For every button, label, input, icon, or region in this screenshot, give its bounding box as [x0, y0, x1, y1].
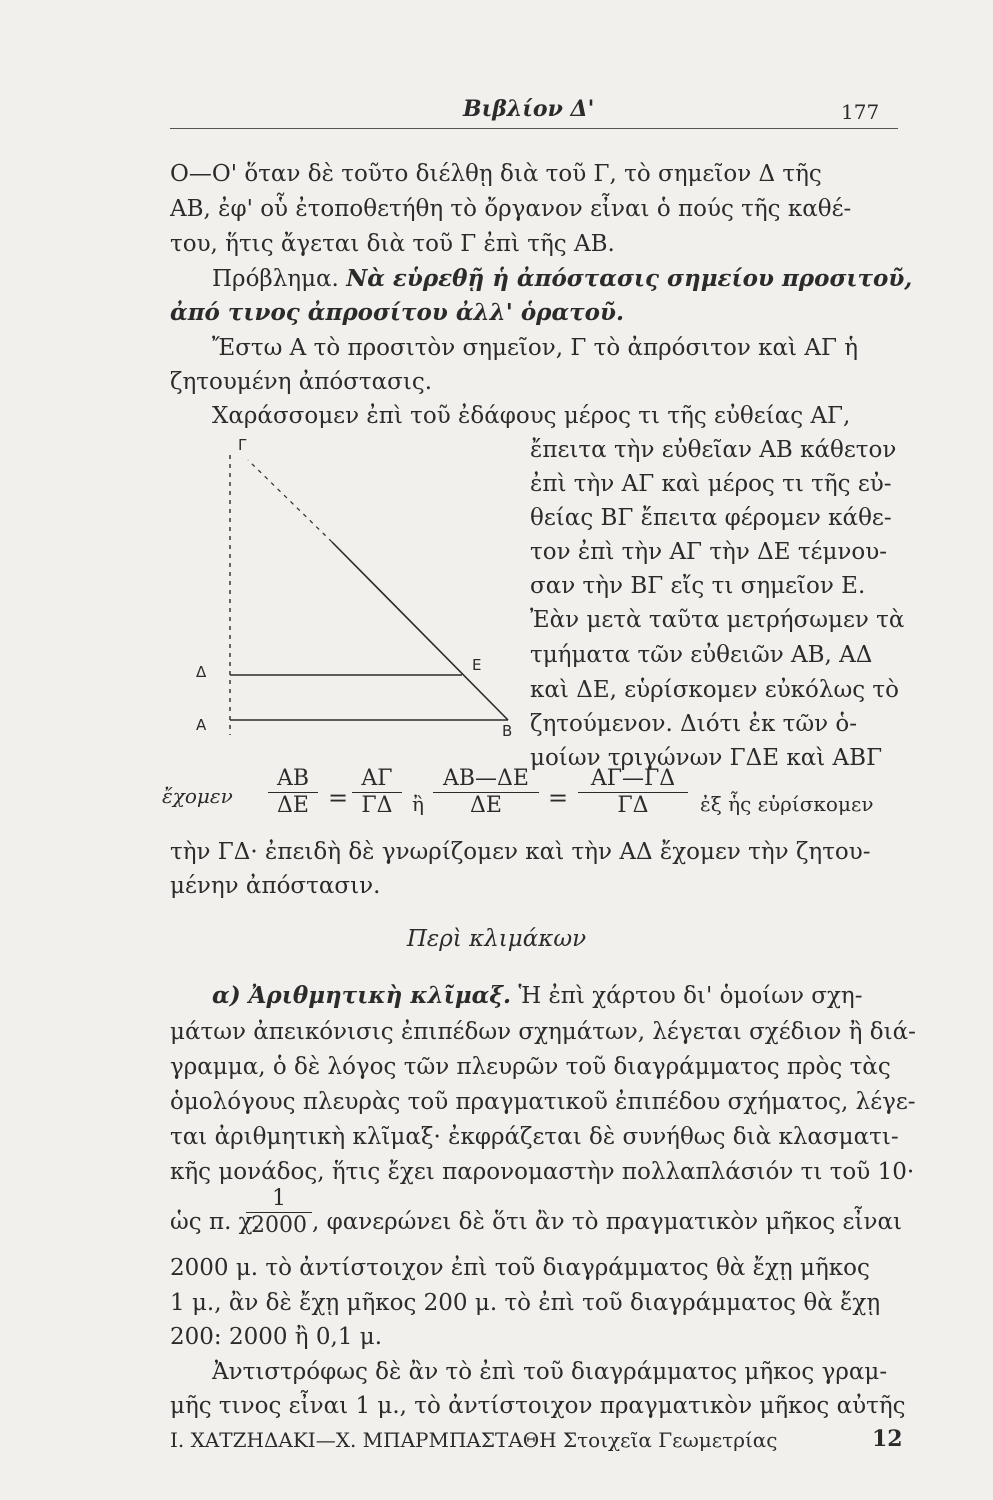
text-line: 200: 2000 ἢ 0,1 μ.: [170, 1324, 383, 1350]
text-line: 2000 μ. τὸ ἀντίστοιχον ἐπὶ τοῦ διαγράμματος θὰ ἔχῃ μῆκος: [170, 1255, 870, 1281]
right-column-line: σαν τὴν ΒΓ εἴς τι σημεῖον Ε.: [530, 573, 866, 599]
scale-fraction: $\frac{1}{2000}$: [246, 1186, 312, 1239]
label-b: Β: [502, 722, 513, 740]
fraction-ab-de: $\frac{AB}{\Delta E}$: [268, 766, 318, 819]
text-line: του, ἥτις ἄγεται διὰ τοῦ Γ ἐπὶ τῆς ΑΒ.: [170, 231, 615, 257]
line-bg-dashed: [248, 460, 332, 542]
signature-number: 12: [872, 1426, 903, 1452]
right-column-line: Ἐὰν μετὰ ταῦτα μετρήσωμεν τὰ: [530, 607, 905, 633]
scale-heading: α) Ἀριθμητικὴ κλῖμαξ. Ἡ ἐπὶ χάρτου δι' ὁμοίων σχη-: [212, 982, 863, 1009]
problem-title-cont: ἀπό τινος ἀπροσίτου ἀλλ' ὁρατοῦ.: [170, 299, 624, 326]
label-d: Δ: [196, 663, 207, 681]
right-column-line: ἔπειτα τὴν εὐθεῖαν ΑΒ κάθετον: [530, 437, 897, 463]
text-line: μῆς τινος εἶναι 1 μ., τὸ ἀντίστοιχον πραγματικὸν μῆκος αὐτῆς: [170, 1393, 906, 1419]
text-line: μένην ἀπόστασιν.: [170, 873, 381, 899]
equals-sign: =: [328, 784, 349, 812]
fraction-ag-gd: $\frac{A\Gamma}{\Gamma\Delta}$: [352, 766, 402, 819]
text-line: Ἔστω Α τὸ προσιτὸν σημεῖον, Γ τὸ ἀπρόσιτον καὶ ΑΓ ἡ: [212, 335, 859, 361]
right-column-line: θείας ΒΓ ἔπειτα φέρομεν κάθε-: [530, 505, 892, 531]
right-column-line: ζητούμενον. Διότι ἐκ τῶν ὁ-: [530, 711, 858, 737]
right-column-line: μοίων τριγώνων ΓΔΕ καὶ ΑΒΓ: [530, 745, 883, 771]
text-line: ὁμολόγους πλευρὰς τοῦ πραγματικοῦ ἐπιπέδου σχήματος, λέγε-: [170, 1089, 916, 1115]
footer-text: Ι. ΧΑΤΖΗΔΑΚΙ—Χ. ΜΠΑΡΜΠΑΣΤΑΘΗ Στοιχεῖα Γεωμετρίας: [170, 1428, 778, 1452]
problem-label: Πρόβλημα.: [212, 266, 339, 292]
right-column-line: τμήματα τῶν εὐθειῶν ΑΒ, ΑΔ: [530, 642, 873, 668]
text-line: Ο—Ο' ὅταν δὲ τοῦτο διέλθῃ διὰ τοῦ Γ, τὸ σημεῖον Δ τῆς: [170, 161, 822, 187]
right-column-line: ἐπὶ τὴν ΑΓ καὶ μέρος τι τῆς εὐ-: [530, 471, 892, 497]
equation-lead: ἔχομεν: [162, 784, 233, 808]
section-title: Περὶ κλιμάκων: [406, 926, 587, 952]
text-line: κῆς μονάδος, ἥτις ἔχει παρονομαστὴν πολλαπλάσιόν τι τοῦ 10·: [170, 1159, 915, 1185]
text-line: 1 μ., ἂν δὲ ἔχῃ μῆκος 200 μ. τὸ ἐπὶ τοῦ διαγράμματος θὰ ἔχῃ: [170, 1290, 881, 1316]
text-line: γραμμα, ὁ δὲ λόγος τῶν πλευρῶν τοῦ διαγράμματος πρὸς τὰς: [170, 1054, 891, 1080]
text-line: ται ἀριθμητικὴ κλῖμαξ· ἐκφράζεται δὲ συνήθως διὰ κλασματι-: [170, 1124, 899, 1150]
label-g: Γ: [238, 436, 247, 454]
text-line: , φανερώνει δὲ ὅτι ἂν τὸ πραγματικὸν μῆκος εἶναι: [312, 1209, 903, 1235]
page-number: 177: [841, 100, 880, 124]
problem-title: Νὰ εὑρεθῇ ἡ ἀπόστασις σημείου προσιτοῦ,: [346, 265, 913, 292]
right-column-line: καὶ ΔΕ, εὑρίσκομεν εὐκόλως τὸ: [530, 677, 899, 703]
text-line: τὴν ΓΔ· ἐπειδὴ δὲ γνωρίζομεν καὶ τὴν ΑΔ ἔχομεν τὴν ζητου-: [170, 839, 871, 865]
equals-sign: =: [548, 784, 569, 812]
header-rule: [170, 128, 898, 129]
label-e: Ε: [472, 656, 482, 674]
text-line: μάτων ἀπεικόνισις ἐπιπέδων σχημάτων, λέγεται σχέδιον ἢ διά-: [170, 1019, 916, 1045]
problem-heading: [212, 265, 912, 293]
fraction-diff-1: $\frac{AB—\Delta E}{\Delta E}$: [433, 766, 539, 819]
triangle-figure: [190, 430, 530, 750]
text-line: Χαράσσομεν ἐπὶ τοῦ ἐδάφους μέρος τι τῆς εὐθείας ΑΓ,: [212, 403, 851, 429]
or-word: ἢ: [412, 792, 424, 816]
fraction-diff-2: $\frac{A\Gamma—\Gamma\Delta}{\Gamma\Delta}$: [578, 766, 688, 819]
text-line-fraction: ὡς π. χ.: [170, 1209, 260, 1235]
running-header: Βιβλίον Δ': [463, 96, 595, 122]
line-bg: [332, 542, 508, 720]
right-column-line: τον ἐπὶ τὴν ΑΓ τὴν ΔΕ τέμνου-: [530, 539, 888, 565]
label-a: Α: [196, 716, 207, 734]
scale-label: α) Ἀριθμητικὴ κλῖμαξ.: [212, 982, 511, 1009]
text-line: Ἀντιστρόφως δὲ ἂν τὸ ἐπὶ τοῦ διαγράμματος μῆκος γραμ-: [212, 1359, 888, 1385]
equation-tail: ἐξ ἧς εὑρίσκομεν: [700, 792, 874, 816]
text-line: ΑΒ, ἐφ' οὗ ἐτοποθετήθη τὸ ὄργανον εἶναι ὁ πούς τῆς καθέ-: [170, 196, 852, 222]
text-line: ζητουμένη ἀπόστασις.: [170, 369, 433, 395]
